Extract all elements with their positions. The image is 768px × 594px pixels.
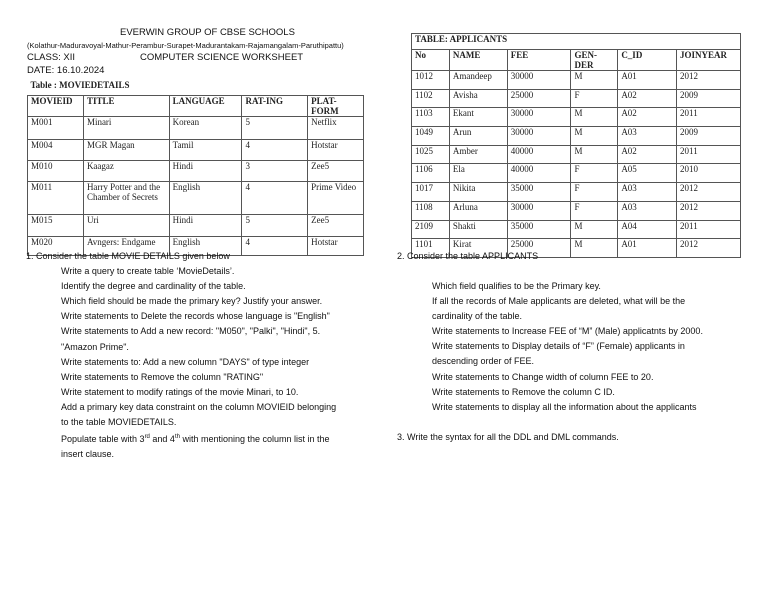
table-cell: A01: [618, 71, 677, 90]
table-cell: A02: [618, 89, 677, 108]
question-2: [432, 279, 703, 415]
table-cell: 40000: [507, 145, 571, 164]
column-header: PLAT-FORM: [308, 95, 364, 116]
table-cell: Hindi: [169, 214, 242, 236]
table-cell: Minari: [83, 116, 169, 139]
table-cell: Amber: [449, 145, 507, 164]
question-line-text: and 4: [149, 434, 175, 445]
table-cell: Nikita: [449, 183, 507, 202]
movie-details-table: [27, 80, 364, 256]
question-line: "Amazon Prime".: [61, 341, 129, 352]
table-cell: Tamil: [169, 139, 242, 160]
table-cell: A03: [618, 127, 677, 146]
table-cell: 2012: [677, 183, 741, 202]
table-cell: Arluna: [449, 201, 507, 220]
question-3-title: 3. Write the syntax for all the DDL and DML commands.: [397, 432, 619, 442]
branch-list: (Kolathur-Maduravoyal-Mathur-Perambur-Surapet-Madurantakam-Rajamangalam-Paruthipattu): [27, 41, 344, 50]
table-cell: 4: [242, 139, 308, 160]
column-header: FEE: [507, 50, 571, 71]
table-cell: 1049: [412, 127, 450, 146]
question-line: Write statements to Remove the column C ID.: [432, 386, 615, 397]
table-row: [412, 201, 741, 220]
table-row: [412, 220, 741, 239]
table-cell: F: [571, 89, 618, 108]
table-row: [412, 145, 741, 164]
column-header: C_ID: [618, 50, 677, 71]
table-row: [28, 139, 364, 160]
question-line: Write statements to Delete the records whose language is "English": [61, 311, 330, 322]
table-cell: Ela: [449, 164, 507, 183]
applicants-table: [411, 33, 741, 258]
question-line: Write statements to Increase FEE of “M” (Male) applicatnts by 2000.: [432, 326, 703, 337]
applicants-table-header-row: [412, 50, 741, 71]
table-cell: 1017: [412, 183, 450, 202]
table-cell: 25000: [507, 89, 571, 108]
table-cell: Prime Video: [308, 181, 364, 214]
table-cell: 30000: [507, 71, 571, 90]
worksheet-title: COMPUTER SCIENCE WORKSHEET: [140, 52, 304, 63]
question-line: descending order of FEE.: [432, 356, 535, 367]
question-line: If all the records of Male applicants are deleted, what will be the: [432, 296, 686, 307]
table-row: [412, 89, 741, 108]
table-cell: Ekant: [449, 108, 507, 127]
table-cell: M020: [28, 236, 84, 255]
table-cell: A03: [618, 201, 677, 220]
table-cell: M: [571, 145, 618, 164]
question-line: Write statements to Remove the column "RATING": [61, 371, 264, 382]
movie-table-caption: Table : MOVIEDETAILS: [30, 80, 130, 90]
table-cell: 2012: [677, 201, 741, 220]
table-cell: A04: [618, 220, 677, 239]
table-cell: Hotstar: [308, 236, 364, 255]
question-line: Write statements to Display details of “F” (Female) applicants in: [432, 341, 685, 352]
question-line: cardinality of the table.: [432, 311, 523, 322]
column-header: MOVIEID: [28, 95, 84, 116]
question-line: to the table MOVIEDETAILS.: [61, 417, 177, 428]
table-cell: F: [571, 201, 618, 220]
table-cell: 1103: [412, 108, 450, 127]
table-cell: 1102: [412, 89, 450, 108]
table-cell: F: [571, 164, 618, 183]
table-cell: 2010: [677, 164, 741, 183]
table-cell: 30000: [507, 201, 571, 220]
table-cell: M: [571, 108, 618, 127]
table-cell: Avngers: Endgame: [83, 236, 169, 255]
column-header: RAT-ING: [242, 95, 308, 116]
table-cell: M004: [28, 139, 84, 160]
table-cell: Hindi: [169, 160, 242, 181]
table-cell: 2012: [677, 239, 741, 258]
table-cell: Avisha: [449, 89, 507, 108]
table-cell: 5: [242, 116, 308, 139]
column-header: No: [412, 50, 450, 71]
question-line: Write statements to Change width of column FEE to 20.: [432, 371, 654, 382]
question-2-title: 2. Consider the table APPLICANTS: [397, 251, 539, 261]
column-header: NAME: [449, 50, 507, 71]
table-cell: 2109: [412, 220, 450, 239]
table-cell: Uri: [83, 214, 169, 236]
table-cell: 3: [242, 160, 308, 181]
table-cell: 1025: [412, 145, 450, 164]
column-header: TITLE: [83, 95, 169, 116]
question-1: [26, 249, 336, 462]
question-line: Which field should be made the primary key? Justify your answer.: [61, 296, 323, 307]
table-row: [412, 108, 741, 127]
table-cell: 4: [242, 181, 308, 214]
question-line: Add a primary key data constraint on the column MOVIEID belonging: [61, 401, 337, 412]
table-cell: 1106: [412, 164, 450, 183]
column-header: GEN-DER: [571, 50, 618, 71]
table-cell: 2009: [677, 127, 741, 146]
table-row: [412, 164, 741, 183]
table-cell: 4: [242, 236, 308, 255]
table-row: [28, 214, 364, 236]
table-cell: 30000: [507, 127, 571, 146]
table-cell: F: [571, 183, 618, 202]
table-cell: A03: [618, 183, 677, 202]
superscript: th: [174, 434, 180, 441]
table-cell: 30000: [507, 108, 571, 127]
table-row: [412, 127, 741, 146]
table-cell: English: [169, 181, 242, 214]
question-line: Write statement to modify ratings of the movie Minari, to 10.: [61, 386, 299, 397]
table-cell: 1012: [412, 71, 450, 90]
table-cell: M011: [28, 181, 84, 214]
table-cell: MGR Magan: [83, 139, 169, 160]
table-cell: Zee5: [308, 160, 364, 181]
table-cell: 1108: [412, 201, 450, 220]
question-line: Write statements to: Add a new column "DAYS" of type integer: [61, 356, 310, 367]
question-line: insert clause.: [61, 449, 115, 460]
table-cell: 35000: [507, 183, 571, 202]
table-cell: M010: [28, 160, 84, 181]
table-cell: M001: [28, 116, 84, 139]
table-cell: 2009: [677, 89, 741, 108]
question-line: Write statements to display all the information about the applicants: [432, 401, 697, 412]
table-cell: A02: [618, 108, 677, 127]
table-cell: English: [169, 236, 242, 255]
table-cell: Shakti: [449, 220, 507, 239]
table-cell: 2012: [677, 71, 741, 90]
question-line: Which field qualifies to be the Primary key.: [432, 281, 601, 291]
table-cell: M: [571, 71, 618, 90]
table-cell: A01: [618, 239, 677, 258]
table-cell: Amandeep: [449, 71, 507, 90]
table-cell: Kirat: [449, 239, 507, 258]
table-cell: M: [571, 239, 618, 258]
applicants-table-caption: TABLE: APPLICANTS: [412, 34, 741, 50]
table-cell: A02: [618, 145, 677, 164]
table-cell: A05: [618, 164, 677, 183]
question-line: Write a query to create table ‘MovieDetails’.: [61, 266, 235, 277]
movie-table-header-row: [28, 95, 364, 116]
table-cell: 1101: [412, 239, 450, 258]
table-cell: 25000: [507, 239, 571, 258]
question-line-text: Populate table with 3: [61, 434, 145, 445]
class-label: CLASS: XII: [27, 52, 76, 63]
question-line: [26, 430, 336, 447]
table-cell: M: [571, 220, 618, 239]
table-cell: 35000: [507, 220, 571, 239]
table-cell: Netflix: [308, 116, 364, 139]
table-row: [28, 181, 364, 214]
table-cell: Zee5: [308, 214, 364, 236]
table-cell: 40000: [507, 164, 571, 183]
table-cell: Kaagaz: [83, 160, 169, 181]
table-row: [412, 71, 741, 90]
column-header: JOINYEAR: [677, 50, 741, 71]
table-row: [28, 160, 364, 181]
date-label: DATE: 16.10.2024: [27, 65, 105, 76]
table-cell: M015: [28, 214, 84, 236]
table-cell: Hotstar: [308, 139, 364, 160]
question-1-title: 1. Consider the table MOVIE DETAILS given below: [26, 251, 230, 261]
question-line: Identify the degree and cardinality of the table.: [61, 281, 246, 292]
question-line-text: with mentioning the column list in the: [179, 434, 330, 445]
superscript: rd: [144, 434, 150, 441]
table-cell: 5: [242, 214, 308, 236]
column-header: LANGUAGE: [169, 95, 242, 116]
school-name: EVERWIN GROUP OF CBSE SCHOOLS: [120, 27, 295, 38]
question-line: Write statements to Add a new record: "M050", "Palki", "Hindi", 5.: [61, 326, 321, 337]
table-row: [412, 183, 741, 202]
table-cell: 2011: [677, 220, 741, 239]
table-cell: 2011: [677, 145, 741, 164]
table-cell: M: [571, 127, 618, 146]
table-row: [28, 116, 364, 139]
table-cell: 2011: [677, 108, 741, 127]
table-cell: Harry Potter and the Chamber of Secrets: [83, 181, 169, 214]
table-cell: Arun: [449, 127, 507, 146]
table-cell: Korean: [169, 116, 242, 139]
